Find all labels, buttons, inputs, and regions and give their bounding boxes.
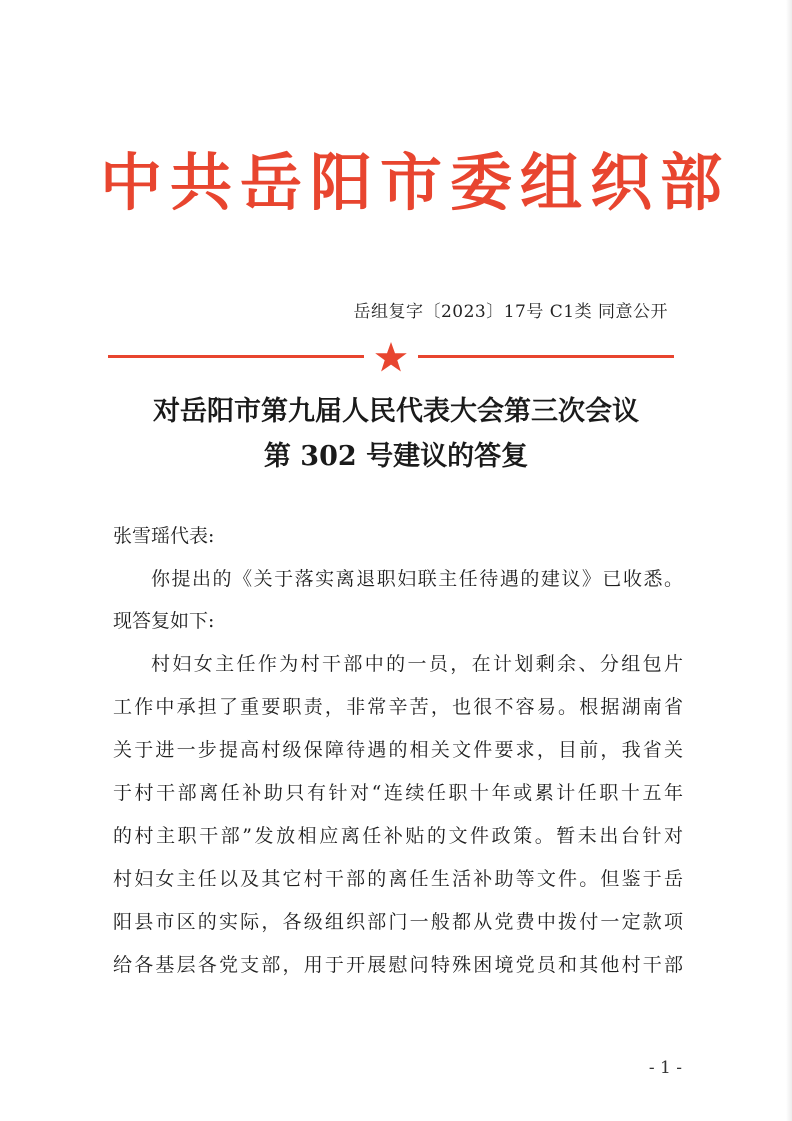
paragraph-line: 关于进一步提高村级保障待遇的相关文件要求，目前，我省关 (113, 739, 683, 761)
salutation: 张雪瑶代表: (113, 525, 215, 547)
page-number: - 1 - (648, 1058, 682, 1078)
paragraph-line: 现答复如下: (113, 610, 215, 632)
red-rule-right (418, 355, 674, 358)
paragraph-line: 的村主职干部”发放相应离任补贴的文件政策。暂未出台针对 (113, 825, 683, 847)
paragraph-line: 于村干部离任补助只有针对“连续任职十年或累计任职十五年 (113, 782, 683, 804)
paragraph-line: 村妇女主任作为村干部中的一员，在计划剩余、分组包片 (151, 653, 683, 675)
red-rule-left (108, 355, 364, 358)
document-title-line-2: 第 302 号建议的答复 (263, 441, 529, 472)
paragraph-line: 给各基层各党支部，用于开展慰问特殊困境党员和其他村干部 (113, 954, 683, 976)
paragraph-line: 村妇女主任以及其它村干部的离任生活补助等文件。但鉴于岳 (113, 868, 683, 890)
red-star-icon (374, 340, 408, 374)
paragraph-line: 你提出的《关于落实离退职妇联主任待遇的建议》已收悉。 (151, 568, 683, 590)
document-title-line-1: 对岳阳市第九届人民代表大会第三次会议 (153, 396, 639, 427)
org-name-heading: 中共岳阳市委组织部 (100, 146, 731, 219)
document-number: 岳组复字〔2023〕17号 C1类 同意公开 (353, 302, 668, 322)
paragraph-line: 阳县市区的实际，各级组织部门一般都从党费中拨付一定款项 (113, 911, 683, 933)
page-edge-shadow (786, 0, 792, 1121)
paragraph-line: 工作中承担了重要职责，非常辛苦，也很不容易。根据湖南省 (113, 696, 683, 718)
